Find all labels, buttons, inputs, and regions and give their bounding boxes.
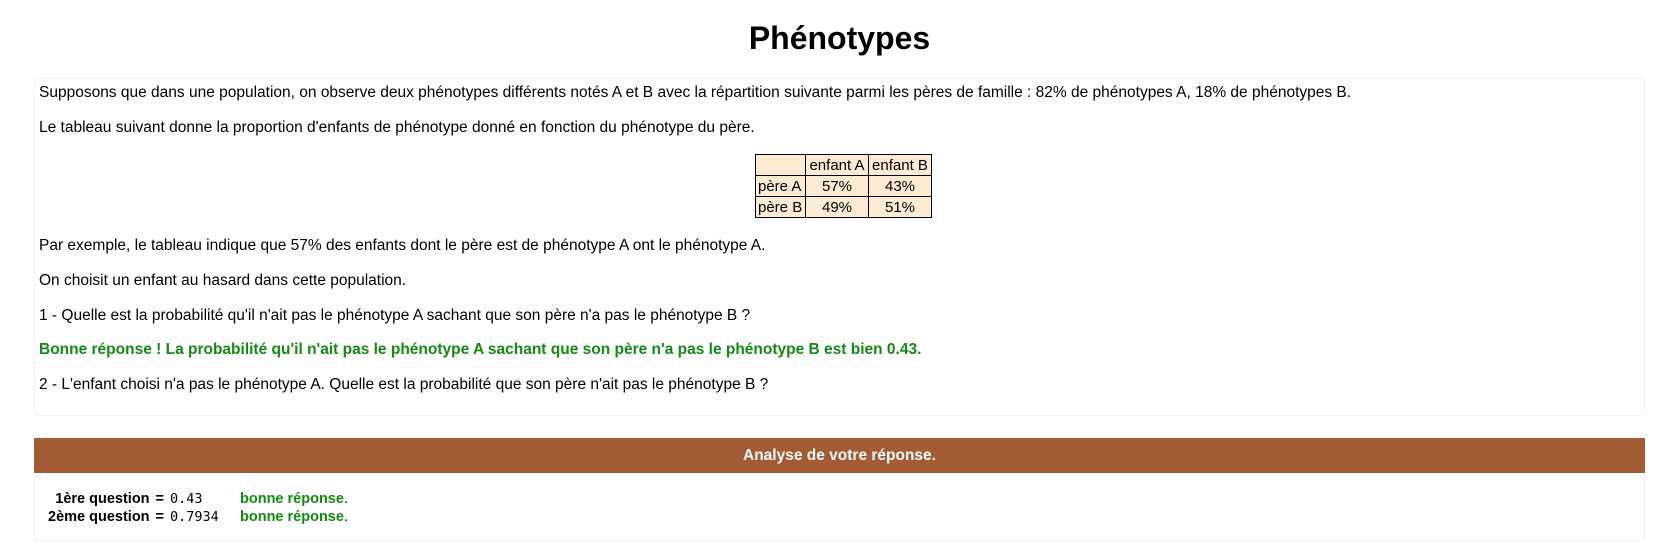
table-cell: 57% (806, 176, 869, 197)
table-row-label: père A (756, 176, 806, 197)
table-header-row (756, 155, 932, 176)
answer-result-dot: . (343, 491, 348, 507)
answer-result: bonne réponse (240, 509, 344, 525)
answer-summary (48, 490, 348, 526)
example-text: Par exemple, le tableau indique que 57% des enfants dont le père est de phénotype A ont le phénotype A. (39, 237, 766, 254)
table-row (756, 176, 932, 197)
table-row (756, 197, 932, 218)
answer-value: 0.43 (170, 491, 203, 507)
intro-text: Supposons que dans une population, on observe deux phénotypes différents notés A et B avec la répartition suivante parmi les pères de famille : 82% de phénotypes A, 18% de phénotypes B. (39, 84, 1352, 101)
table-header-enfant-a: enfant A (806, 155, 869, 176)
table-row-label: père B (756, 197, 806, 218)
page-title: Phénotypes (748, 20, 931, 56)
answer-result: bonne réponse (240, 491, 344, 507)
table-cell: 43% (869, 176, 932, 197)
answer-row (48, 508, 348, 526)
table-intro-text: Le tableau suivant donne la proportion d'enfants de phénotype donné en fonction du phénotype du père. (39, 119, 755, 136)
question-1: 1 - Quelle est la probabilité qu'il n'ait pas le phénotype A sachant que son père n'a pas le phénotype B ? (39, 307, 751, 324)
answer-result-cell (240, 508, 348, 526)
probability-table (755, 154, 932, 218)
table-header-enfant-b: enfant B (869, 155, 932, 176)
table-corner-cell (756, 155, 806, 176)
answer-result-cell (240, 490, 348, 508)
table-cell: 49% (806, 197, 869, 218)
analysis-header: Analyse de votre réponse. (34, 438, 1645, 473)
answer-label: 2ème question (48, 509, 150, 525)
answer-result-dot: . (343, 509, 348, 525)
answer-label: 1ère question (55, 491, 150, 507)
answer-row (48, 490, 348, 508)
answer-equals: = (155, 509, 164, 525)
table-cell: 51% (869, 197, 932, 218)
answer-equals: = (155, 491, 164, 507)
question-2: 2 - L'enfant choisi n'a pas le phénotype A. Quelle est la probabilité que son père n'ait pas le phénotype B ? (39, 376, 769, 393)
feedback-correct: Bonne réponse ! La probabilité qu'il n'ait pas le phénotype A sachant que son père n'a pas le phénotype B est bien 0.43. (39, 341, 922, 358)
choice-text: On choisit un enfant au hasard dans cette population. (39, 272, 407, 289)
answer-value: 0.7934 (170, 509, 219, 525)
